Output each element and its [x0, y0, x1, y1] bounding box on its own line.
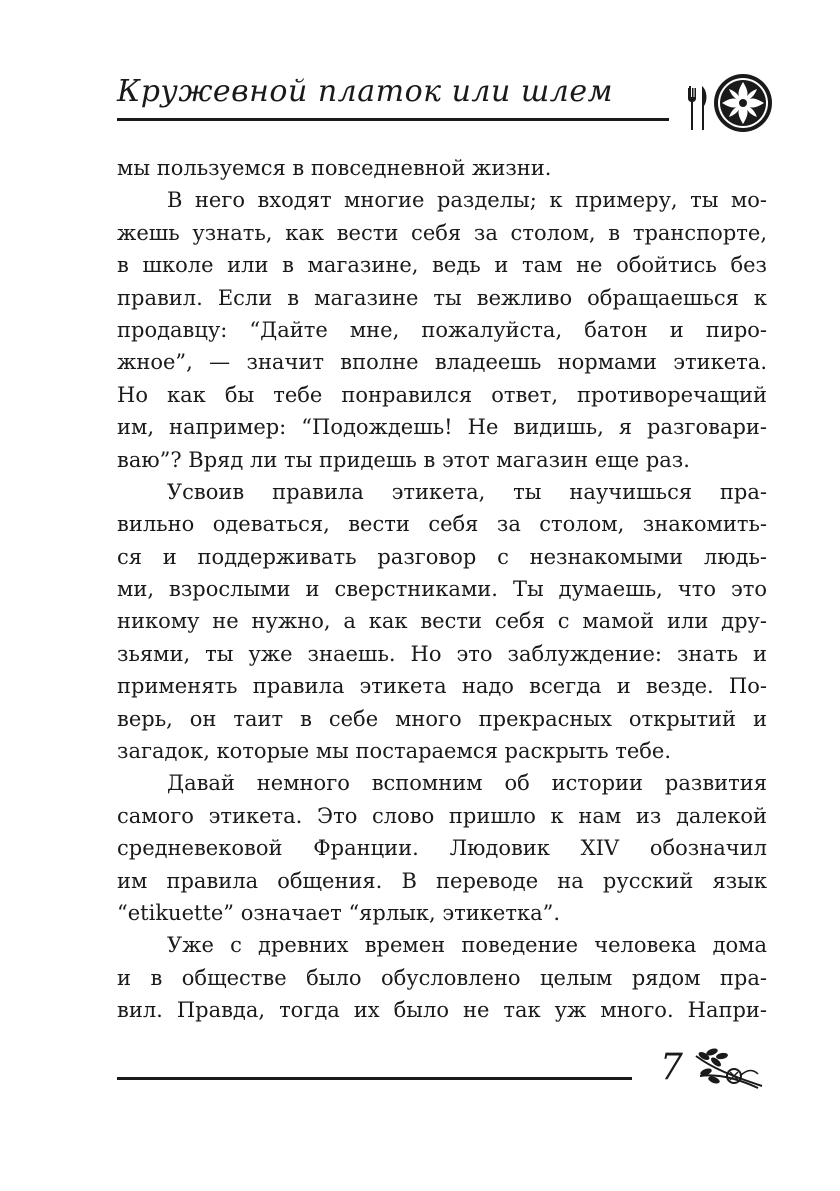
body-text — [117, 152, 767, 1027]
text-line: продавцу: “Дайте мне, пожалуйста, батон и пиро- — [117, 317, 767, 342]
text-line: вил. Правда, тогда их было не так уж много. Напри- — [117, 998, 767, 1023]
page-header — [0, 0, 840, 150]
text-line: в школе или в магазине, ведь и там не обойтись без — [117, 253, 767, 278]
text-line: применять правила этикета надо всегда и везде. По- — [117, 674, 767, 699]
page-number: 7 — [660, 1047, 683, 1088]
text-line: вильно одеваться, вести себя за столом, знакомить- — [117, 512, 767, 537]
text-line: Давай немного вспомним об истории развития — [167, 771, 767, 796]
text-line: В него входят многие разделы; к примеру, ты мо- — [167, 188, 767, 213]
text-line: загадок, которые мы постараемся раскрыть тебе. — [117, 739, 672, 764]
footer-rule — [117, 1077, 632, 1080]
text-line: жешь узнать, как вести себя за столом, в транспорте, — [117, 220, 767, 245]
text-line: никому не нужно, а как вести себя с мамой или дру- — [117, 609, 767, 634]
text-line: средневековой Франции. Людовик XIV обозначил — [117, 836, 767, 861]
text-line: и в обществе было обусловлено целым рядом пра- — [117, 965, 767, 990]
text-line: Усвоив правила этикета, ты научишься пра- — [167, 479, 767, 504]
text-line: зьями, ты уже знаешь. Но это заблуждение: знать и — [117, 641, 767, 666]
text-line: им правила общения. В переводе на русский язык — [117, 868, 767, 893]
text-line: верь, он таит в себе много прекрасных открытий и — [117, 706, 767, 731]
text-line: правил. Если в магазине ты вежливо обращаешься к — [117, 285, 767, 310]
header-rule — [117, 118, 669, 121]
chapter-title: Кружевной платок или шлем — [117, 74, 614, 109]
text-line: мы пользуемся в повседневной жизни. — [117, 156, 552, 180]
text-line: ся и поддерживать разговор с незнакомыми людь- — [117, 544, 767, 569]
fork-knife-icon — [686, 84, 710, 132]
text-line: самого этикета. Это слово пришло к нам из далекой — [117, 803, 767, 828]
text-line: ваю”? Вряд ли ты придешь в этот магазин еще раз. — [117, 447, 690, 472]
text-line: “etikuette” означает “ярлык, этикетка”. — [117, 900, 561, 925]
text-line: Уже с древних времен поведение человека дома — [167, 933, 767, 958]
text-line: Но как бы тебе понравился ответ, противоречащий — [117, 382, 767, 407]
lace-ornament-icon — [712, 72, 774, 134]
text-line: им, например: “Подождешь! Не видишь, я разговари- — [117, 415, 767, 440]
floral-sprig-icon — [692, 1046, 766, 1094]
text-line: жное”, — значит вполне владеешь нормами этикета. — [117, 350, 767, 375]
text-line: ми, взрослыми и сверстниками. Ты думаешь, что это — [117, 577, 767, 602]
